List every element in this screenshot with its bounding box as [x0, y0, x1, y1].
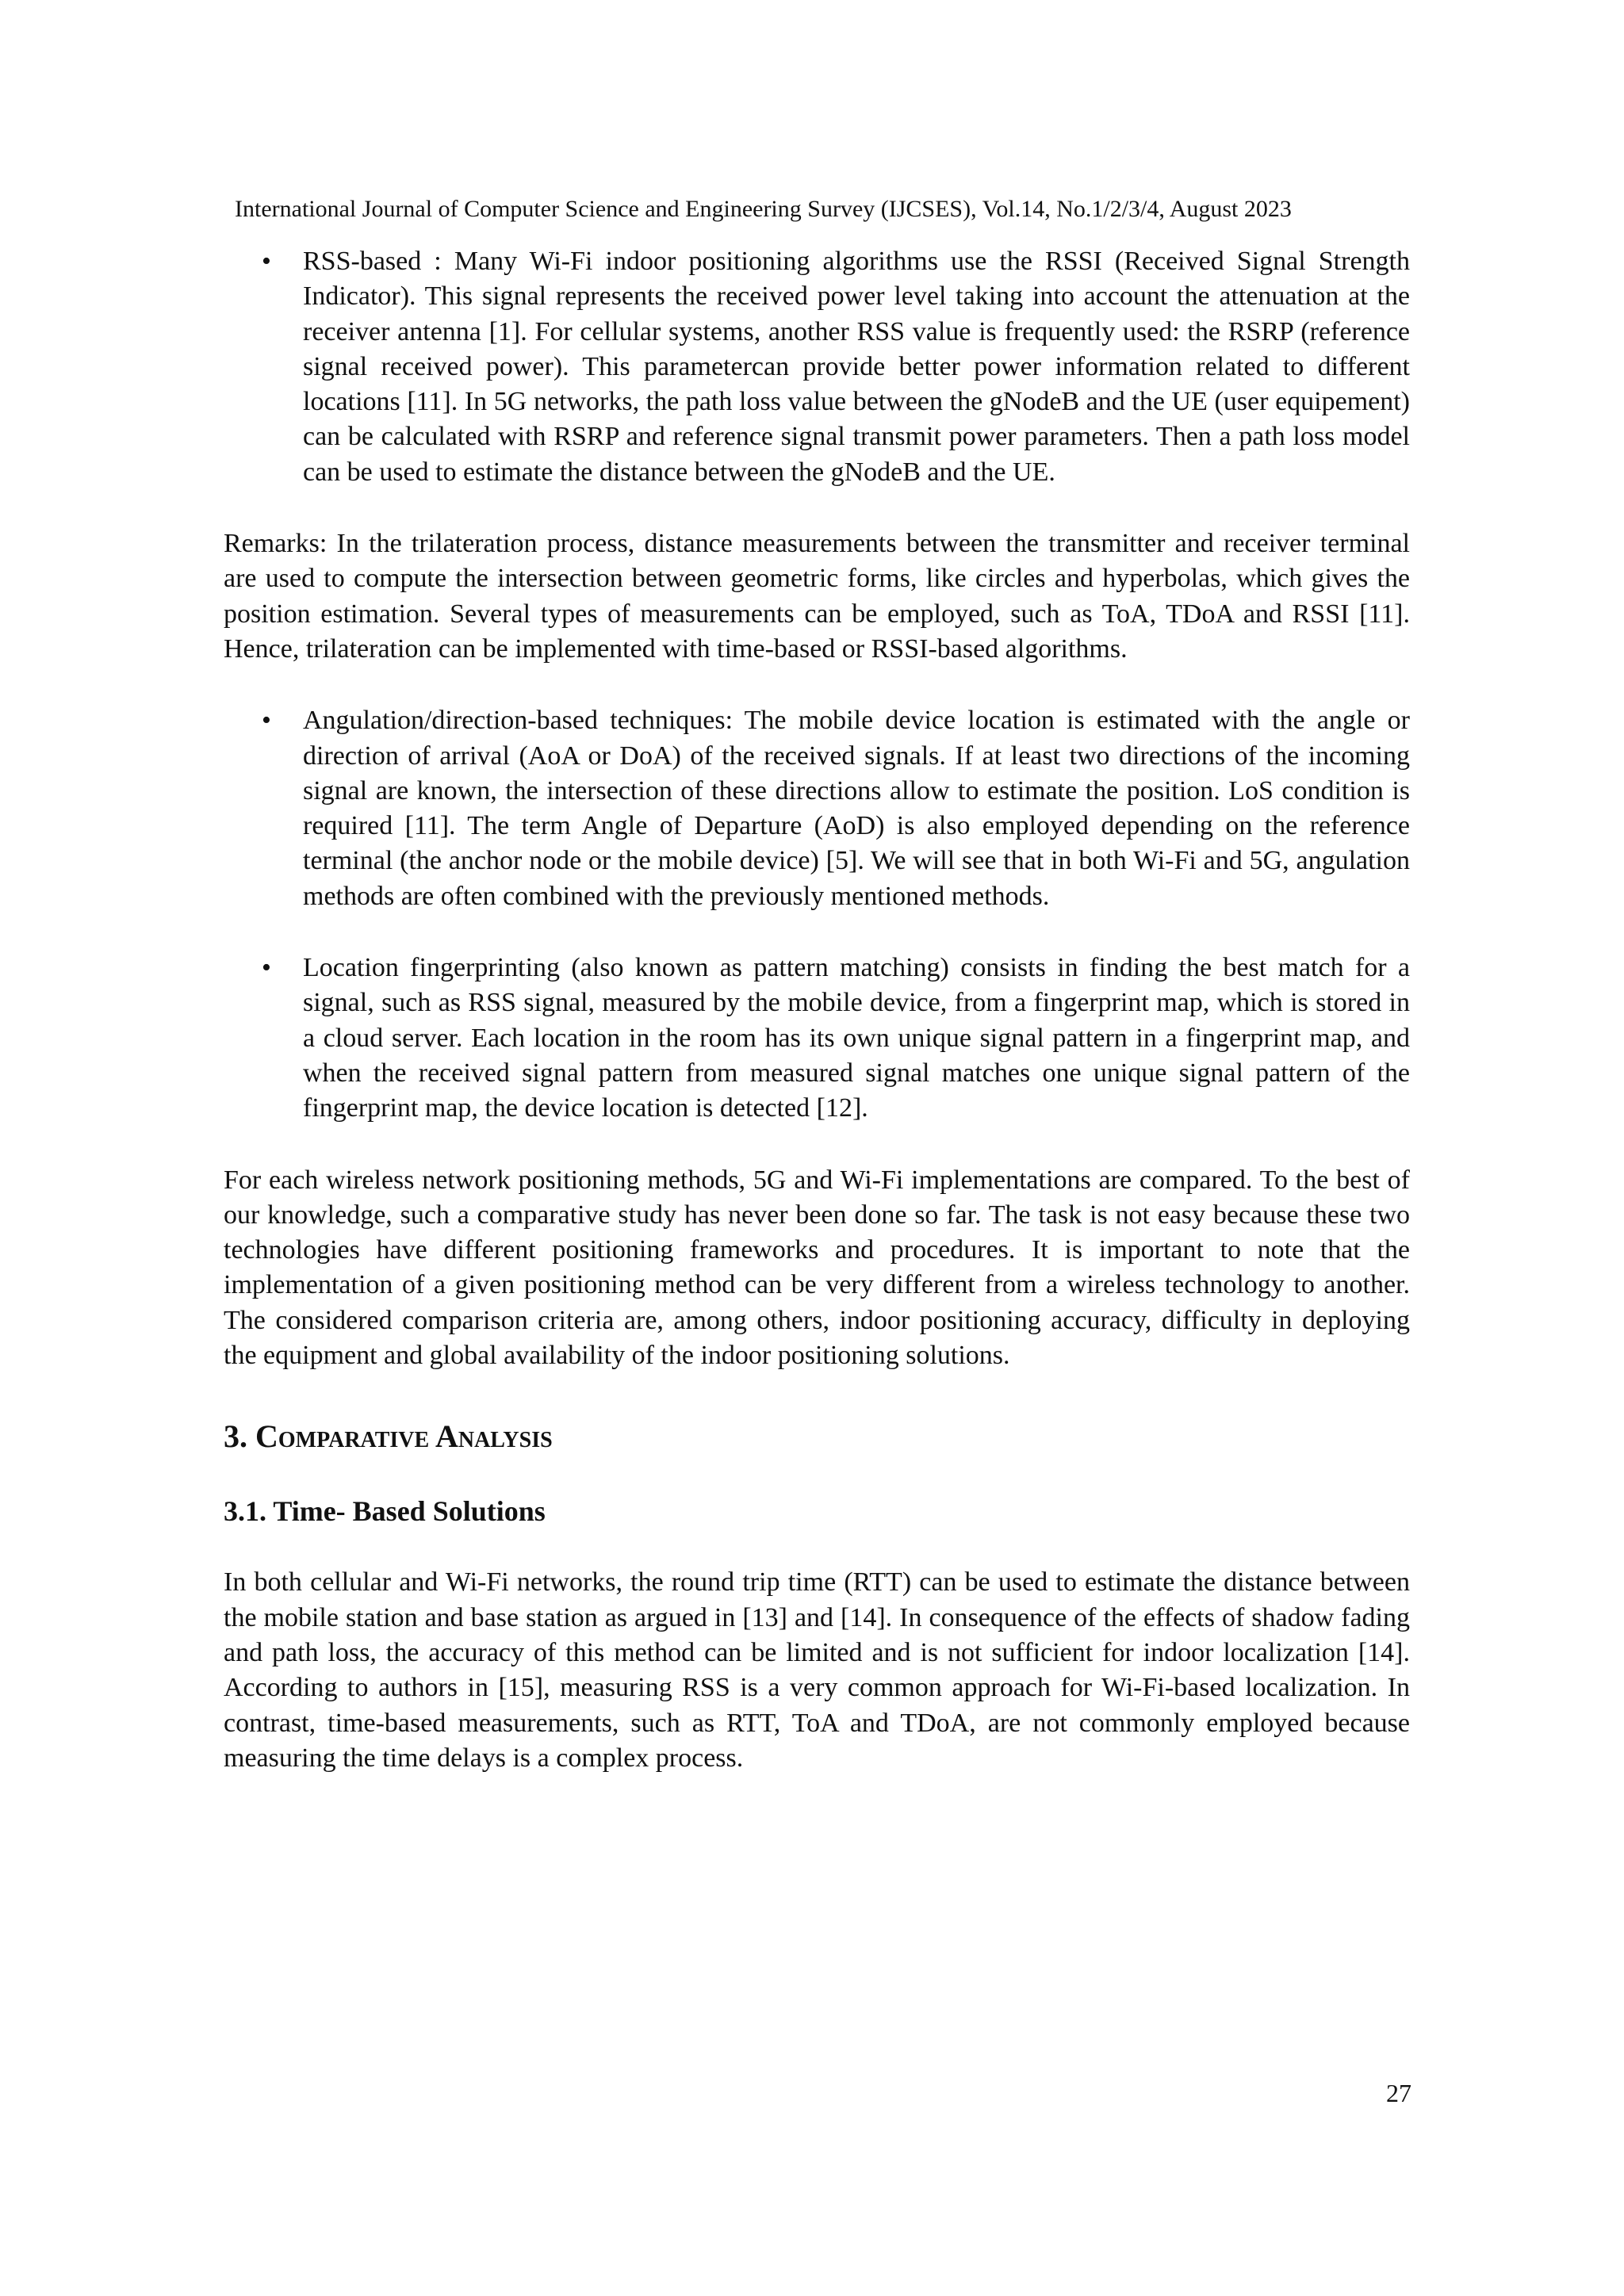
bullet-item-rss-based — [224, 244, 1410, 490]
bullet-mark: • — [262, 706, 271, 736]
subsection-heading: 3.1. Time- Based Solutions — [224, 1495, 546, 1528]
paragraph-remarks: Remarks: In the trilateration process, distance measurements between the transmitter and receiver terminal are used to compute the intersection between geometric forms, like circles and hyperbolas, which gives the position estimation. Several types of measurements can be employed, such as ToA, TDoA and RSSI [11]. Hence, trilateration can be implemented with time-based or RSSI-based algorithms. — [224, 529, 1410, 664]
bullet-mark: • — [262, 953, 271, 983]
bullet-list-techniques — [224, 703, 1410, 1126]
page-number: 27 — [1386, 2079, 1411, 2107]
section-heading — [224, 1416, 1410, 1457]
bullet-item-angulation — [224, 703, 1410, 914]
bullet-text-fingerprinting: Location fingerprinting (also known as pattern matching) consists in finding the best match for a signal, such as RSS signal, measured by the mobile device, from a fingerprint map, which is stored in a cloud server. Each location in the room has its own unique signal pattern in a fingerprint map, and when the received signal pattern from measured signal matches one unique signal pattern of the fingerprint map, the device location is detected [12]. — [303, 953, 1410, 1123]
paragraph-comparison: For each wireless network positioning methods, 5G and Wi-Fi implementations are compared. To the best of our knowledge, such a comparative study has never been done so far. The task is not easy because these two technologies have different positioning frameworks and procedures. It is important to note that the implementation of a given positioning method can be very different from a wireless technology to another. The considered comparison criteria are, among others, indoor positioning accuracy, difficulty in deploying the equipment and global availability of the indoor positioning solutions. — [224, 1165, 1410, 1371]
bullet-text-rss-based: RSS-based : Many Wi-Fi indoor positioning algorithms use the RSSI (Received Signal Strength Indicator). This signal represents the received power level taking into account the attenuation at the receiver antenna [1]. For cellular systems, another RSS value is frequently used: the RSRP (reference signal received power). This parametercan provide better power information related to different locations [11]. In 5G networks, the path loss value between the gNodeB and the UE (user equipement) can be calculated with RSRP and reference signal transmit power parameters. Then a path loss model can be used to estimate the distance between the gNodeB and the UE. — [303, 247, 1410, 487]
bullet-list-rss — [224, 244, 1410, 490]
section-title: Comparative Analysis — [255, 1418, 553, 1455]
bullet-item-fingerprinting — [224, 951, 1410, 1126]
page-content — [224, 244, 1410, 1776]
running-header: International Journal of Computer Science and Engineering Survey (IJCSES), Vol.14, No.1/2/3/4, August 2023 — [235, 196, 1292, 222]
paragraph-time-based: In both cellular and Wi-Fi networks, the round trip time (RTT) can be used to estimate the distance between the mobile station and base station as argued in [13] and [14]. In consequence of the effects of shadow fading and path loss, the accuracy of this method can be limited and is not sufficient for indoor localization [14]. According to authors in [15], measuring RSS is a very common approach for Wi-Fi-based localization. In contrast, time-based measurements, such as RTT, ToA and TDoA, are not commonly employed because measuring the time delays is a complex process. — [224, 1567, 1410, 1773]
bullet-text-angulation: Angulation/direction-based techniques: The mobile device location is estimated with the angle or direction of arrival (AoA or DoA) of the received signals. If at least two directions of the incoming signal are known, the intersection of these directions allow to estimate the position. LoS condition is required [11]. The term Angle of Departure (AoD) is also employed depending on the reference terminal (the anchor node or the mobile device) [5]. We will see that in both Wi-Fi and 5G, angulation methods are often combined with the previously mentioned methods. — [303, 706, 1410, 911]
section-number: 3. — [224, 1418, 247, 1455]
bullet-mark: • — [262, 247, 271, 276]
